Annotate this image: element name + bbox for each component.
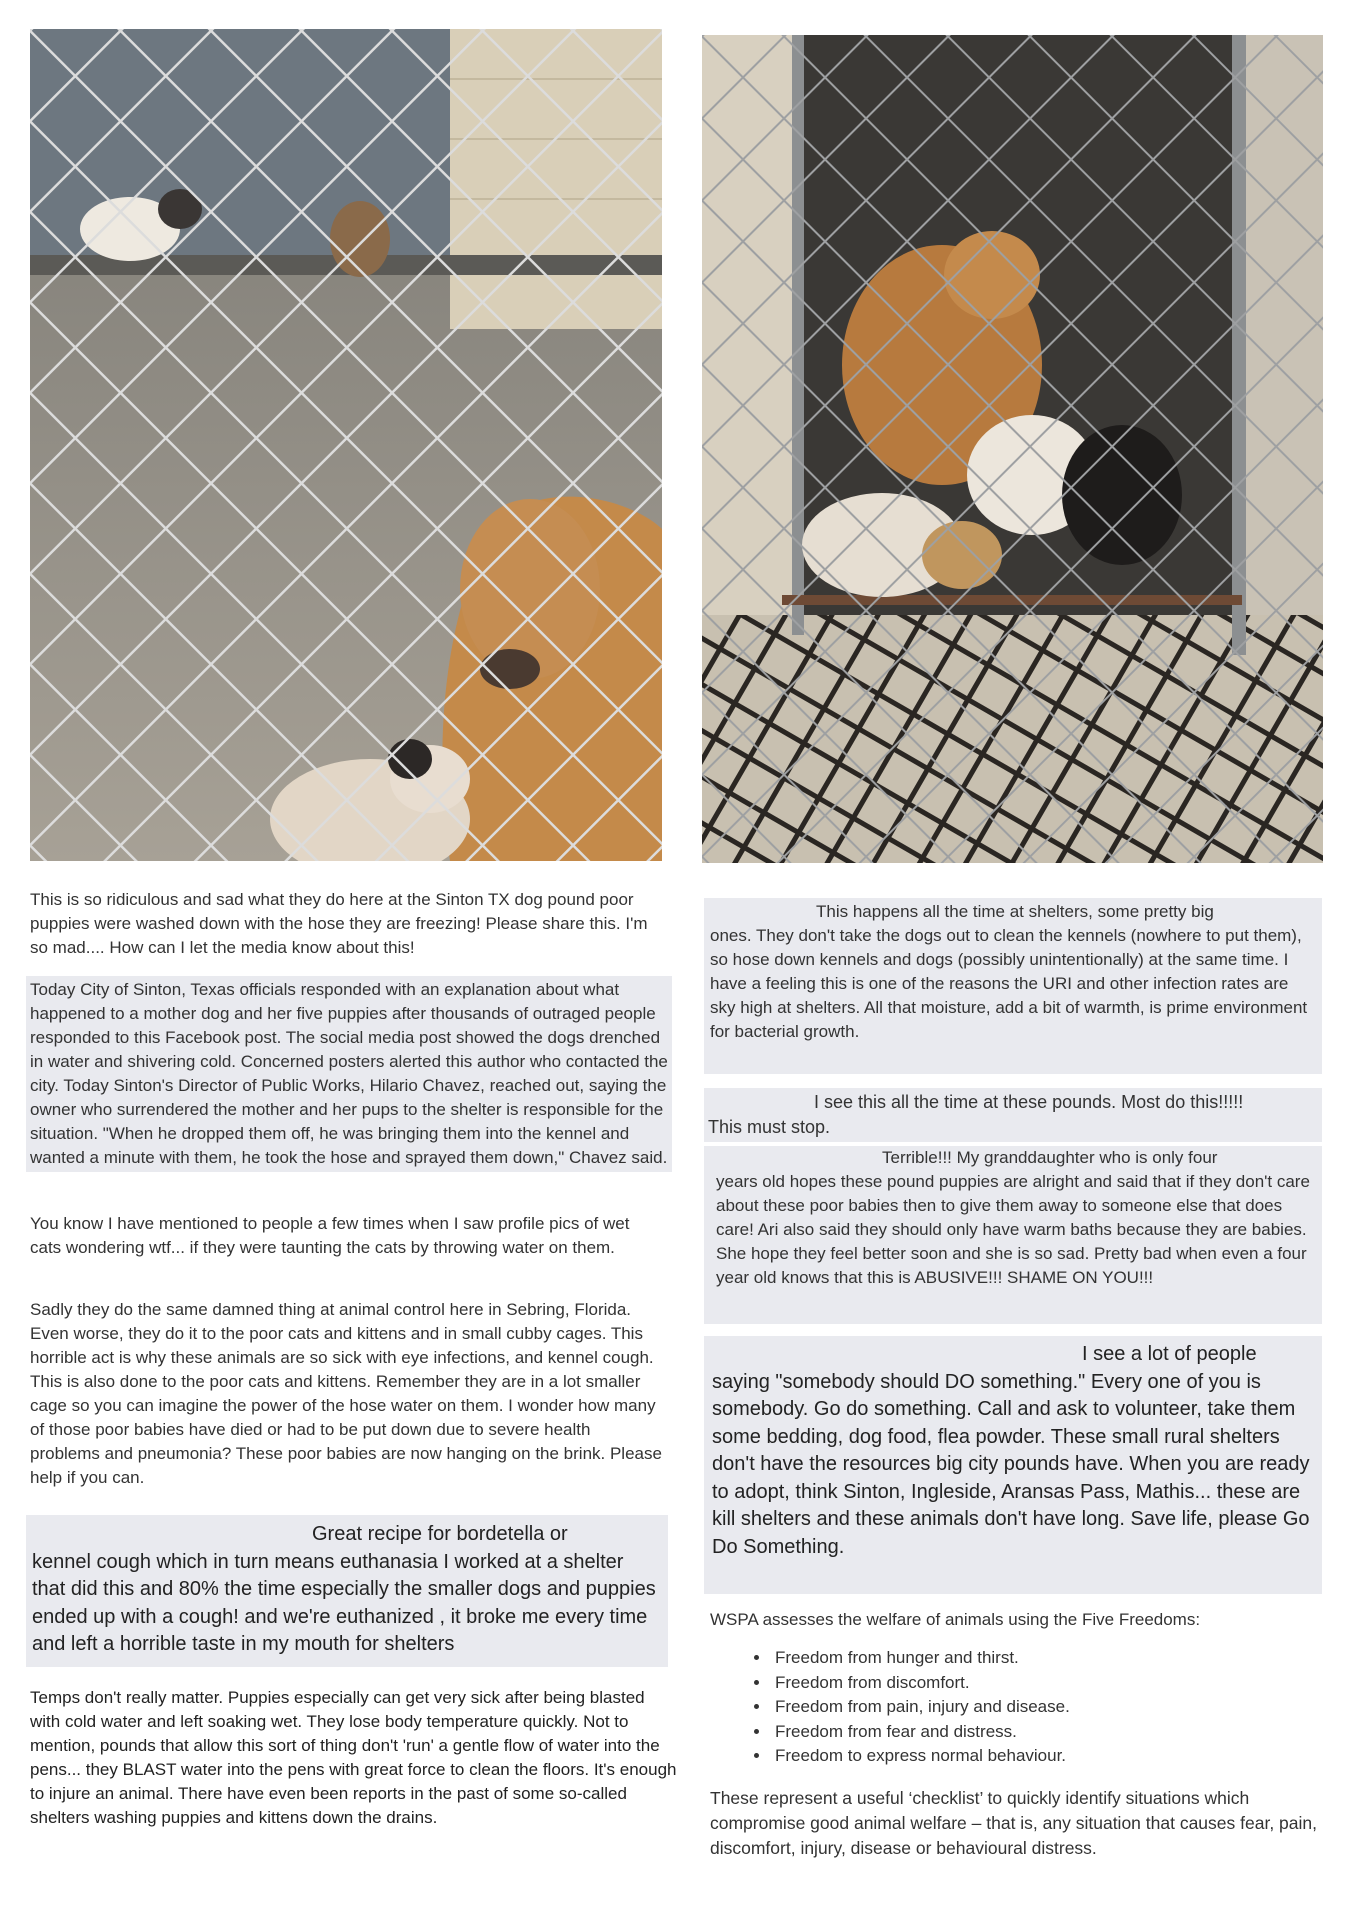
checklist-paragraph: These represent a useful ‘checklist’ to quickly identify situations which compromise good animal welfare – that is, any situation that causes fear, pain, discomfort, injury, disease or behavioural distress. <box>710 1788 1317 1858</box>
photo-left-wet-dogs <box>30 29 662 861</box>
comment-happens-at-shelters <box>704 898 1322 1074</box>
freedom-item: • Freedom from hunger and thirst. <box>771 1646 1350 1671</box>
freedom-item: • Freedom from discomfort. <box>771 1671 1350 1696</box>
photo-right-dogs-in-sun <box>702 35 1323 863</box>
comment-bordetella-lead: Great recipe for bordetella or <box>312 1523 568 1545</box>
comment-sebring: Sadly they do the same damned thing at animal control here in Sebring, Florida. Even worse, they do it to the poor cats and kittens and in small cubby cages. This horrible act is why these animals are so sick with eye infections, and kennel cough. This is also done to the poor cats and kittens. Remember they are in a lot smaller cage so you can imagine the power of the hose water on them. I wonder how many of those poor babies have died or had to be put down due to severe health problems and pneumonia? These poor babies are now hanging on the brink. Please help if you can. <box>30 1300 662 1487</box>
comment-bordetella-body: kennel cough which in turn means euthanasia I worked at a shelter that did this and 80% the time especially the smaller dogs and puppies ended up with a cough! and we're euthanized , it broke me every time and left a horrible taste in my mouth for shelters <box>32 1550 656 1655</box>
comment-happens-body: ones. They don't take the dogs out to clean the kennels (nowhere to put them), so hose down kennels and dogs (possibly unintentionally) at the same time. I have a feeling this is one of the reasons the URI and other infection rates are sky high at shelters. All that moisture, add a bit of warmth, is prime environment for bacterial growth. <box>710 926 1308 1041</box>
comment-wet-cats: You know I have mentioned to people a few times when I saw profile pics of wet cats wondering wtf... if they were taunting the cats by throwing water on them. <box>30 1214 630 1257</box>
five-freedoms-list <box>708 1646 1350 1769</box>
freedom-item: • Freedom from fear and distress. <box>771 1720 1350 1745</box>
comment-pounds <box>704 1088 1322 1142</box>
comment-pounds-body: This must stop. <box>708 1117 831 1137</box>
freedom-item: • Freedom to express normal behaviour. <box>771 1744 1350 1769</box>
comment-temps: Temps don't really matter. Puppies especially can get very sick after being blasted with cold water and left soaking wet. They lose body temperature quickly. Not to mention, pounds that allow this sort of thing don't 'run' a gentle flow of water into the pens... they BLAST water into the pens with great force to clean the floors. It's enough to injure an animal. There have even been reports in the past of some so-called shelters washing puppies and kittens down the drains. <box>30 1688 677 1827</box>
post-sinton-dog-pound: This is so ridiculous and sad what they do here at the Sinton TX dog pound poor puppies were washed down with the hose they are freezing! Please share this. I'm so mad.... How can I let the media know about this! <box>30 890 648 957</box>
comment-pounds-lead: I see this all the time at these pounds. Most do this!!!!! <box>814 1092 1244 1112</box>
comment-terrible-body: years old hopes these pound puppies are alright and said that if they don't care about these poor babies then to give them away to someone else that does care! Ari also said they should only have warm baths because they are babies. She hope they feel better soon and she is so sad. Pretty bad when even a four year old knows that this is ABUSIVE!!! SHAME ON YOU!!! <box>716 1172 1310 1287</box>
comment-happens-lead: This happens all the time at shelters, some pretty big <box>816 902 1214 921</box>
comment-bordetella <box>26 1515 668 1667</box>
comment-granddaughter <box>704 1146 1322 1324</box>
wspa-intro: WSPA assesses the welfare of animals using the Five Freedoms: <box>710 1610 1201 1629</box>
freedom-item: • Freedom from pain, injury and disease. <box>771 1695 1350 1720</box>
comment-terrible-lead: Terrible!!! My granddaughter who is only four <box>882 1148 1218 1167</box>
comment-somebody <box>704 1336 1322 1594</box>
comment-somebody-body: saying "somebody should DO something." Every one of you is somebody. Go do something. Call and ask to volunteer, take them some bedding, dog food, flea powder. These small rural shelters don't have the resources big city pounds have. When you are ready to adopt, think Sinton, Ingleside, Aransas Pass, Mathis... these are kill shelters and these animals don't have long. Save life, please Go Do Something. <box>712 1370 1310 1558</box>
article-city-response: Today City of Sinton, Texas officials responded with an explanation about what happened to a mother dog and her five puppies after thousands of outraged people responded to this Facebook post. The social media post showed the dogs drenched in water and shivering cold. Concerned posters alerted this author who contacted the city. Today Sinton's Director of Public Works, Hilario Chavez, reached out, saying the owner who surrendered the mother and her pups to the shelter is responsible for the situation. "When he dropped them off, he was bringing them into the kennel and wanted a minute with them, he took the hose and sprayed them down," Chavez said. <box>26 976 672 1172</box>
comment-somebody-lead: I see a lot of people <box>1082 1343 1257 1365</box>
